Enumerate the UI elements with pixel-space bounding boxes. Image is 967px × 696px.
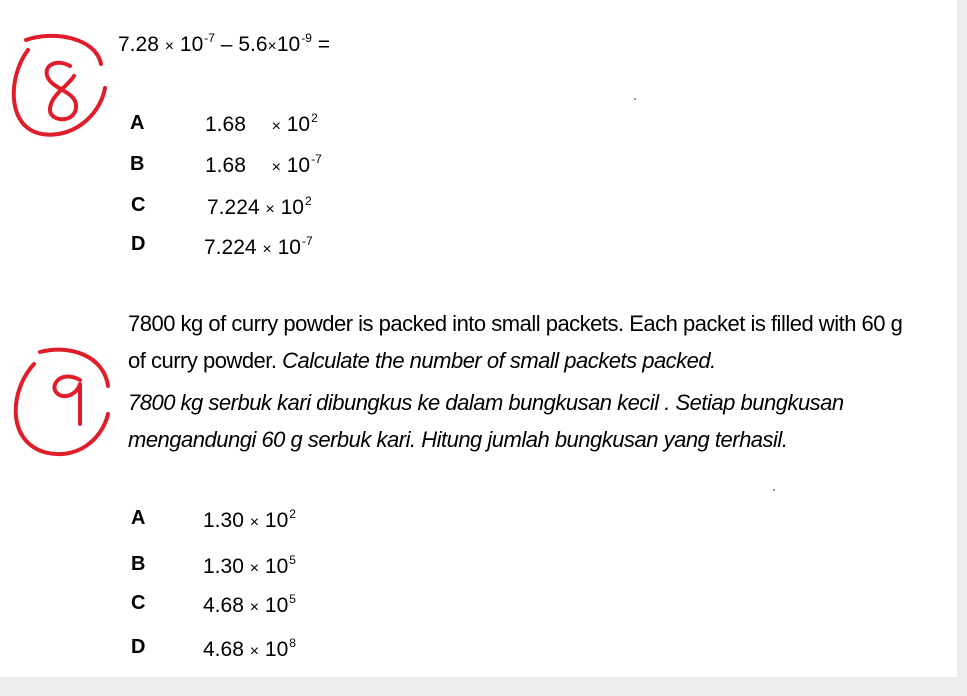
option-exponent: 2: [289, 507, 296, 521]
option-letter: D: [131, 233, 146, 255]
option-letter: A: [131, 507, 146, 529]
expression-times-sign: ×: [164, 38, 175, 55]
question-8-number: 8: [50, 70, 51, 71]
option-times-sign: ×: [271, 159, 281, 176]
option-letter: B: [130, 153, 145, 175]
option-coefficient: 7.224: [204, 236, 257, 259]
question-9-malay-line-2: [128, 429, 787, 451]
option-letter: C: [131, 194, 146, 216]
option-letter: C: [131, 592, 146, 614]
question-8-option-b-value: [205, 154, 322, 178]
option-times-sign: ×: [271, 118, 281, 135]
question-8-option-a: [130, 112, 144, 135]
option-exponent: 2: [304, 194, 312, 208]
question-9-option-d-value: [203, 638, 296, 662]
question-9-option-c-value: [203, 594, 296, 618]
option-base: 10: [280, 196, 304, 219]
option-exponent: -7: [311, 152, 322, 166]
option-coefficient: 1.68: [205, 113, 246, 136]
question-9-english-line-2-plain: of curry powder.: [128, 348, 283, 373]
question-9-number: 9: [64, 400, 65, 401]
option-base: 10: [264, 509, 289, 532]
option-exponent: 5: [289, 592, 296, 606]
option-letter: A: [130, 112, 145, 134]
question-8-expression: [118, 33, 330, 57]
option-letter: D: [131, 636, 146, 658]
option-coefficient: 4.68: [203, 594, 244, 617]
question-9-english-line-1: 7800 kg of curry powder is packed into small packets. Each packet is filled with 60 g: [128, 311, 903, 336]
expression-minus-sign: –: [220, 33, 233, 56]
option-base: 10: [264, 594, 289, 617]
option-base: 10: [286, 113, 311, 136]
option-exponent: 5: [289, 553, 296, 567]
question-8-option-c-value: [207, 196, 312, 220]
scan-speck: [634, 98, 636, 100]
expression-base: 10: [179, 33, 204, 56]
question-9-english-line-2-italic: Calculate the number of small packets packed.: [282, 348, 716, 373]
option-times-sign: ×: [249, 643, 260, 660]
expression-second-exponent: -9: [301, 31, 312, 45]
option-exponent: 2: [311, 111, 318, 125]
expression-base: 10: [276, 33, 301, 56]
question-9-english-line-2: [128, 350, 716, 372]
question-9-option-b: [131, 553, 145, 576]
option-coefficient: 7.224: [207, 196, 260, 219]
option-coefficient: 4.68: [203, 638, 244, 661]
question-8-option-b: [130, 153, 144, 176]
expression-second-coefficient: 5.6: [238, 33, 268, 56]
expression-times-sign: ×: [267, 38, 277, 55]
question-9-option-a-value: [203, 509, 296, 533]
question-9-handwritten-label: [4, 340, 119, 460]
option-coefficient: 1.30: [203, 509, 244, 532]
option-base: 10: [286, 154, 311, 177]
option-times-sign: ×: [249, 599, 260, 616]
question-9-malay-line-1: 7800 kg serbuk kari dibungkus ke dalam bungkusan kecil . Setiap bungkusan: [128, 390, 844, 415]
option-times-sign: ×: [262, 241, 272, 258]
question-9-option-a: [131, 507, 145, 530]
option-coefficient: 1.30: [203, 555, 244, 578]
expression-first-coefficient: 7.28: [118, 33, 159, 56]
option-exponent: 8: [289, 636, 296, 650]
option-base: 10: [264, 555, 289, 578]
option-base: 10: [277, 236, 301, 259]
scan-speck: [773, 489, 775, 491]
option-letter: B: [131, 553, 146, 575]
question-8-option-d-value: [204, 236, 313, 260]
expression-first-exponent: -7: [204, 31, 215, 45]
option-base: 10: [264, 638, 289, 661]
option-times-sign: ×: [249, 514, 260, 531]
option-times-sign: ×: [265, 201, 275, 218]
question-9-malay-line-2-text: mengandungi 60 g serbuk kari. Hitung jumlah bungkusan yang terhasil.: [128, 427, 788, 452]
option-exponent: -7: [301, 234, 313, 248]
question-8-option-d: [131, 233, 145, 256]
question-9-option-c: [131, 592, 145, 615]
question-8-handwritten-label: [8, 30, 118, 142]
question-9-option-b-value: [203, 555, 296, 579]
expression-equals-sign: =: [317, 33, 330, 56]
question-8-option-a-value: [205, 113, 318, 137]
option-coefficient: 1.68: [205, 154, 246, 177]
question-8-option-c: [131, 194, 145, 217]
option-times-sign: ×: [249, 560, 260, 577]
question-9-option-d: [131, 636, 145, 659]
